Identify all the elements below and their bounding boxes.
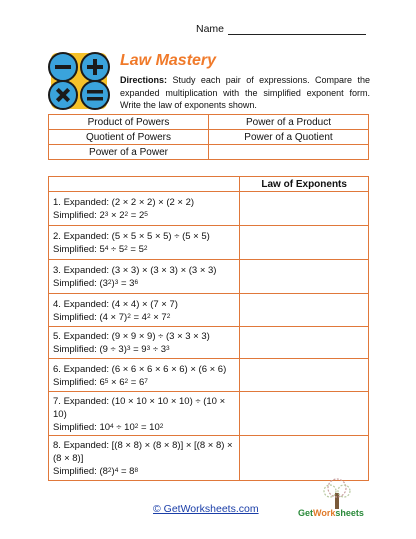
problem-number: 2. — [53, 231, 61, 242]
expanded-label: Expanded: — [63, 395, 110, 407]
simplified-label: Simplified: — [53, 421, 97, 433]
brand-get: Get — [298, 508, 314, 518]
problem-cell — [49, 260, 240, 294]
simplified-label: Simplified: — [53, 210, 97, 221]
table-row — [49, 436, 369, 481]
footer-link[interactable]: © GetWorksheets.com — [153, 503, 259, 515]
answer-cell[interactable] — [240, 327, 369, 359]
answer-cell[interactable] — [240, 260, 369, 294]
problem-number: 8. — [53, 440, 61, 451]
expanded-line — [53, 230, 236, 243]
simplified-label: Simplified: — [53, 344, 97, 355]
simplified-value: $(8^2)^4 = 8^8$ — [99, 466, 139, 477]
page-title: Law Mastery — [120, 52, 217, 69]
simplified-label: Simplified: — [53, 466, 97, 477]
expanded-line — [53, 363, 236, 376]
table-row — [49, 392, 369, 436]
problem-number: 4. — [53, 298, 61, 310]
brand-work: Work — [313, 508, 336, 518]
table-header-row — [49, 177, 369, 192]
expanded-value: (6 × 6 × 6 × 6 × 6) × (6 × 6) — [111, 363, 227, 375]
expanded-label: Expanded: — [63, 197, 110, 208]
problem-cell — [49, 226, 240, 260]
simplified-line — [53, 343, 236, 356]
directions-label: Directions: — [120, 75, 168, 85]
name-label: Name — [196, 23, 225, 35]
answer-cell[interactable] — [240, 436, 369, 481]
problem-cell — [49, 392, 240, 436]
simplified-value: $2^3 \times 2^2 = 2^5$ — [99, 210, 148, 221]
expanded-value: (9 × 9 × 9) ÷ (3 × 3 × 3) — [111, 331, 210, 342]
laws-reference-table — [48, 114, 369, 160]
laws-row — [49, 130, 369, 145]
problem-cell — [49, 436, 240, 481]
simplified-value: $6^5 \times 6^2 = 6^7$ — [99, 376, 148, 388]
expanded-label: Expanded: — [63, 440, 110, 451]
simplified-label: Simplified: — [53, 244, 97, 255]
problem-cell — [49, 294, 240, 327]
simplified-line — [53, 376, 236, 389]
table-row — [49, 359, 369, 392]
answer-cell[interactable] — [240, 294, 369, 327]
law-cell: Power of a Quotient — [209, 130, 369, 145]
table-row — [49, 260, 369, 294]
simplified-value: $5^4 \div 5^2 = 5^2$ — [99, 244, 148, 255]
expanded-label: Expanded: — [63, 331, 110, 342]
expanded-label: Expanded: — [63, 265, 110, 276]
tree-logo — [300, 475, 376, 527]
laws-row — [49, 145, 369, 160]
simplified-line — [53, 421, 236, 434]
table-row — [49, 294, 369, 327]
table-row — [49, 192, 369, 226]
expanded-line — [53, 264, 236, 277]
directions — [120, 74, 370, 112]
law-cell: Power of a Product — [209, 115, 369, 130]
answer-cell[interactable] — [240, 392, 369, 436]
simplified-line — [53, 209, 236, 222]
header-law-of-exponents: Law of Exponents — [240, 177, 369, 192]
brand-sheets: sheets — [335, 508, 364, 518]
problem-cell — [49, 192, 240, 226]
problem-cell — [49, 327, 240, 359]
problem-number: 3. — [53, 265, 61, 276]
simplified-line — [53, 277, 236, 290]
simplified-value: $(4 \times 7)^2 = 4^2 \times 7^2$ — [99, 311, 171, 323]
answer-cell[interactable] — [240, 192, 369, 226]
expanded-line — [53, 330, 236, 343]
equals-icon — [81, 81, 109, 109]
simplified-line — [53, 243, 236, 256]
simplified-label: Simplified: — [53, 311, 97, 323]
name-field[interactable] — [196, 23, 366, 35]
table-row — [49, 226, 369, 260]
simplified-value: $10^4 \div 10^2 = 10^2$ — [99, 421, 164, 433]
laws-row — [49, 115, 369, 130]
answer-cell[interactable] — [240, 226, 369, 260]
law-cell: Quotient of Powers — [49, 130, 209, 145]
problem-number: 7. — [53, 395, 61, 407]
problem-cell — [49, 359, 240, 392]
expanded-value: (2 × 2 × 2) × (2 × 2) — [111, 197, 195, 208]
expanded-label: Expanded: — [63, 363, 110, 375]
simplified-value: $(3^2)^3 = 3^6$ — [99, 278, 139, 289]
answer-cell[interactable] — [240, 359, 369, 392]
law-cell-empty — [209, 145, 369, 160]
expanded-value: (3 × 3) × (3 × 3) × (3 × 3) — [111, 265, 217, 276]
simplified-line — [53, 465, 236, 478]
expanded-label: Expanded: — [63, 231, 110, 242]
simplified-label: Simplified: — [53, 278, 97, 289]
simplified-line — [53, 311, 236, 324]
law-cell: Product of Powers — [49, 115, 209, 130]
expanded-value: [(8 × 8) × (8 × 8)] × [(8 × 8) × (8 × 8)] — [53, 440, 233, 464]
expanded-value: (10 × 10 × 10 × 10) ÷ (10 × 10) — [53, 395, 226, 420]
problem-number: 1. — [53, 197, 61, 208]
expanded-value: (4 × 4) × (7 × 7) — [111, 298, 178, 310]
simplified-value: $(9 \div 3)^3 = 9^3 \div 3^3$ — [99, 344, 170, 355]
law-cell: Power of a Power — [49, 145, 209, 160]
directions-text: Study each pair of expressions. Compare the expanded multiplication with the simplified exponent form. Write the law of exponents shown. — [120, 75, 370, 110]
expanded-line — [53, 395, 236, 421]
header-blank — [49, 177, 240, 192]
exercise-table — [48, 176, 369, 481]
expanded-label: Expanded: — [63, 298, 110, 310]
expanded-line — [53, 439, 236, 465]
table-row — [49, 327, 369, 359]
math-operations-logo — [45, 50, 113, 112]
name-line[interactable] — [228, 25, 366, 35]
simplified-label: Simplified: — [53, 376, 97, 388]
expanded-line — [53, 298, 236, 311]
brand-text — [298, 508, 364, 518]
problem-number: 6. — [53, 363, 61, 375]
problem-number: 5. — [53, 331, 61, 342]
expanded-line — [53, 196, 236, 209]
expanded-value: (5 × 5 × 5 × 5) ÷ (5 × 5) — [111, 231, 210, 242]
